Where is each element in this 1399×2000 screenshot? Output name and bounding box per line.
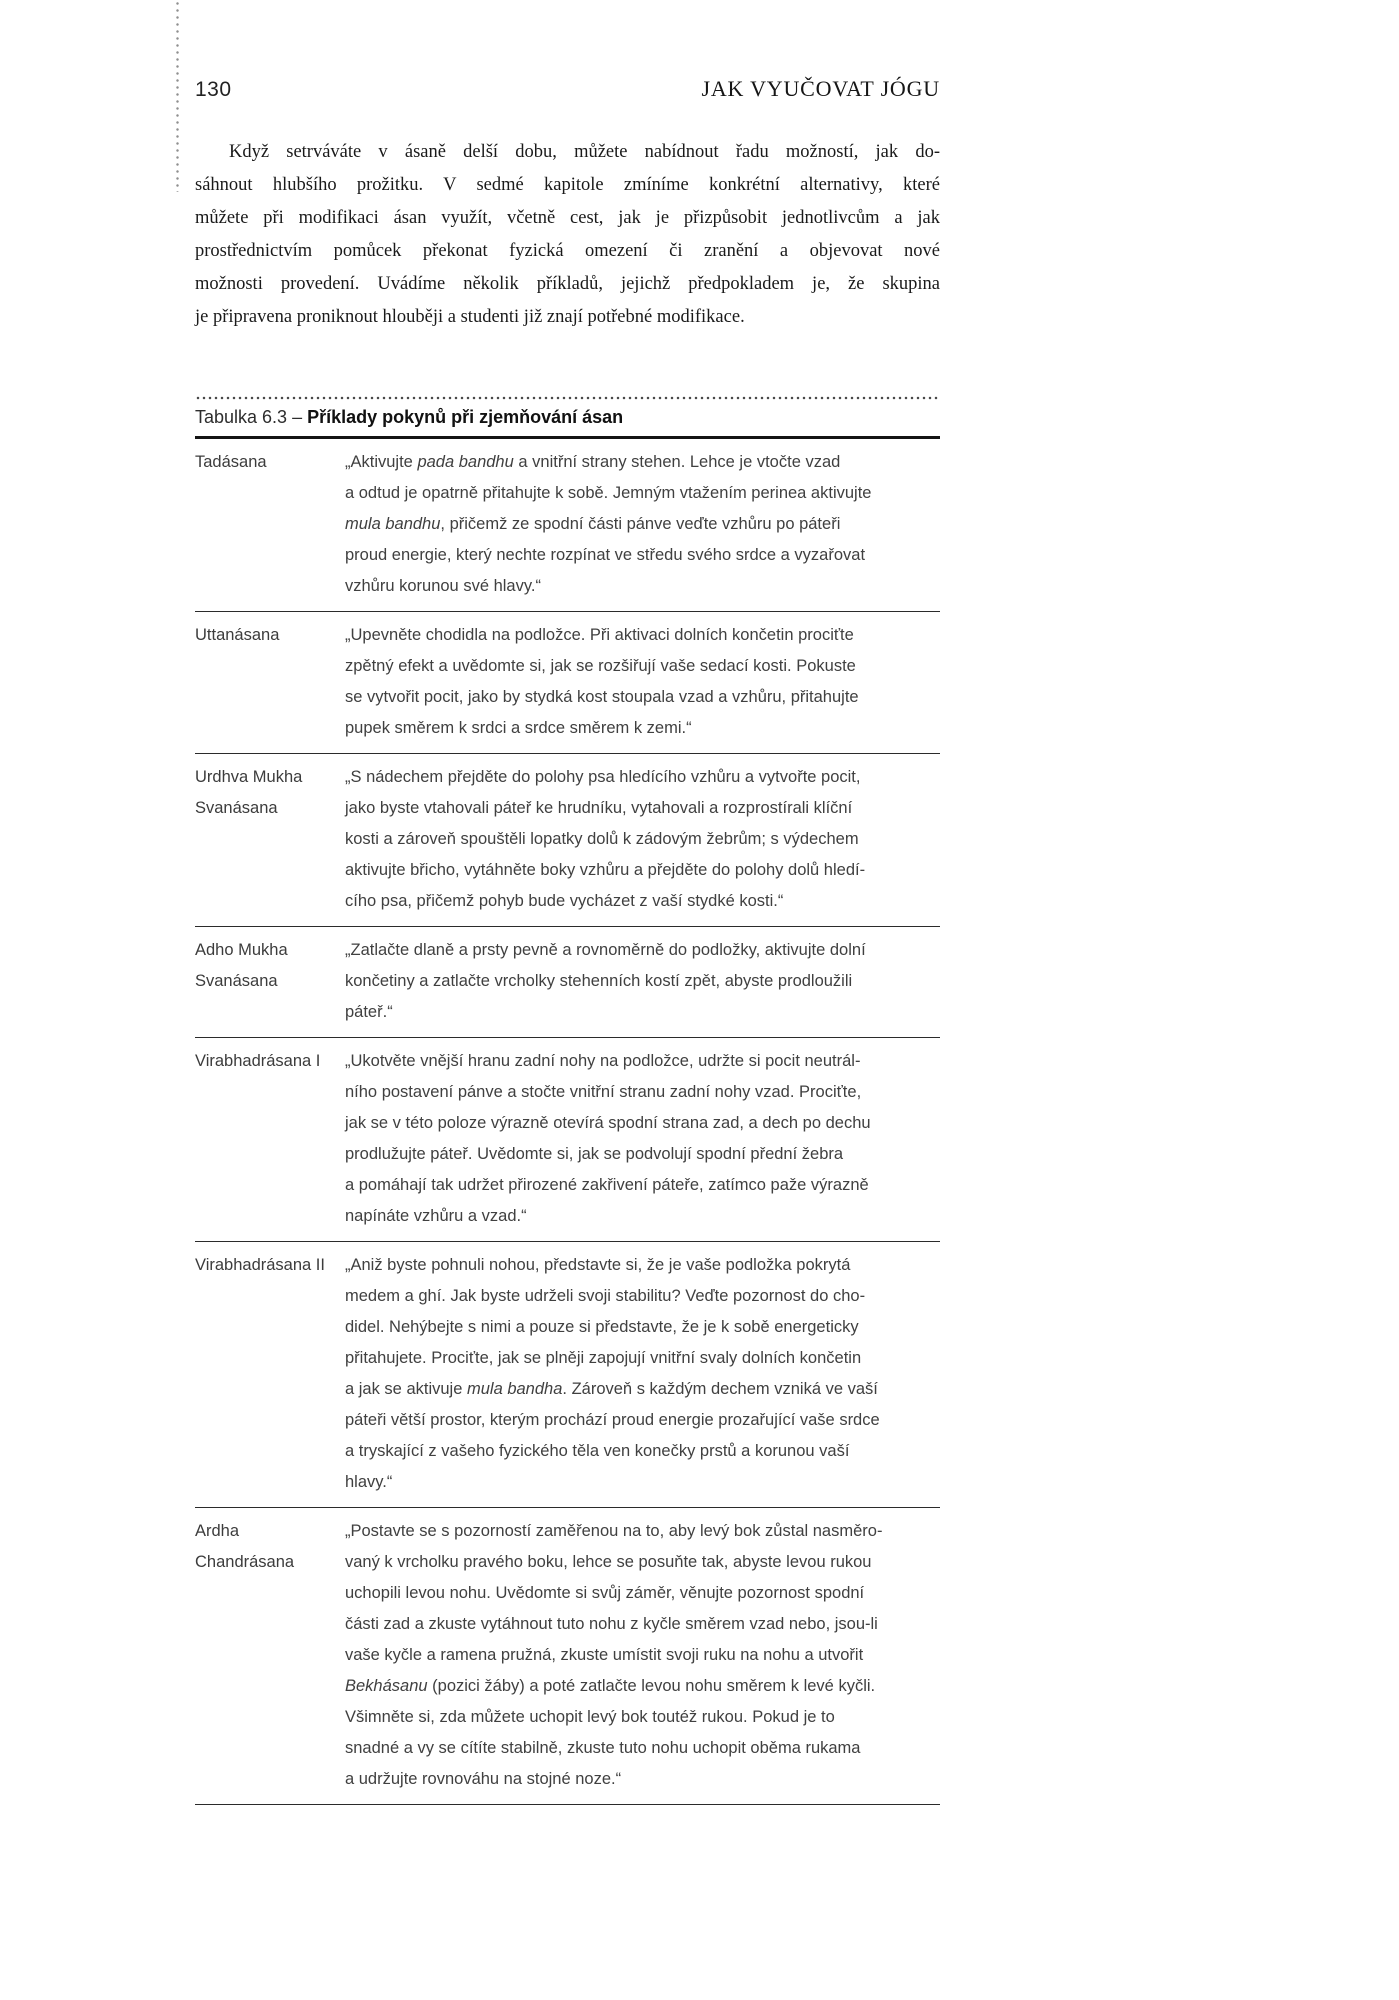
table-row: [195, 439, 940, 612]
paragraph-line: můžete při modifikaci ásan využít, včetně cest, jak je přizpůsobit jednotlivcům a jak: [195, 208, 940, 228]
caption-title: Příklady pokynů při zjemňování ásan: [307, 407, 624, 427]
pose-instruction: „Aktivujte pada bandhu a vnitřní strany stehen. Lehce je vtočte vzad a odtud je opatrně přitahujte k sobě. Jemným vtažením perinea aktivujte mula bandhu, přičemž ze spodní části pánve veďte vzhůru po páteři proud energie, který nechte rozpínat ve středu svého srdce a vyzařovat vzhůru korunou své hlavy.“: [345, 453, 872, 595]
paragraph-line: Když setrváváte v ásaně delší dobu, můžete nabídnout řadu možností, jak do-: [229, 142, 940, 162]
pose-instruction: „Aniž byste pohnuli nohou, představte si, že je vaše podložka pokrytá medem a ghí. Jak byste udrželi svoji stabilitu? Veďte pozornost do cho- didel. Nehýbejte s nimi a pouze si představte, že je k sobě energeticky přitahujete. Prociťte, jak se plněji zapojují vnitřní svaly dolních končetin a jak se aktivuje mula bandha. Zároveň s každým dechem vzniká ve vaší páteři větší prostor, kterým prochází proud energie prozařující vaše srdce a tryskající z vašeho fyzického těla ven konečky prstů a korunou vaší hlavy.“: [345, 1256, 880, 1491]
paragraph-line: možnosti provedení. Uvádíme několik příkladů, jejichž předpokladem je, že skupina: [195, 274, 940, 294]
pose-name: Virabhadrásana II: [195, 1256, 325, 1274]
page-number: 130: [195, 78, 232, 101]
pose-instruction: „Zatlačte dlaně a prsty pevně a rovnoměrně do podložky, aktivujte dolní končetiny a zatlačte vrcholky stehenních kostí zpět, abyste prodloužili páteř.“: [345, 941, 866, 1021]
intro-paragraph: [195, 136, 940, 334]
running-title: JAK VYUČOVAT JÓGU: [701, 76, 940, 101]
page-header: [195, 76, 940, 102]
page-content: [195, 0, 940, 1805]
paragraph-line: je připravena proniknout hlouběji a studenti již znají potřebné modifikace.: [195, 307, 745, 327]
pose-name: Virabhadrásana I: [195, 1052, 321, 1070]
caption-prefix: Tabulka 6.3 –: [195, 407, 308, 427]
margin-dotted-line: [176, 0, 179, 192]
pose-name: Adho Mukha Svanásana: [195, 941, 288, 990]
paragraph-line: prostřednictvím pomůcek překonat fyzická omezení či zranění a objevovat nové: [195, 241, 940, 261]
pose-instruction: „Ukotvěte vnější hranu zadní nohy na podložce, udržte si pocit neutrál- ního postavení pánve a stočte vnitřní stranu zadní nohy vzad. Prociťte, jak se v této poloze výrazně otevírá spodní strana zad, a dech po dechu prodlužujte páteř. Uvědomte si, jak se podvolují spodní přední žebra a pomáhají tak udržet přirozené zakřivení páteře, zatímco paže výrazně napínáte vzhůru a vzad.“: [345, 1052, 871, 1225]
table-row: [195, 927, 940, 1038]
dotted-divider: [195, 396, 940, 400]
pose-instruction: „Upevněte chodidla na podložce. Při aktivaci dolních končetin prociťte zpětný efekt a uvědomte si, jak se rozšiřují vaše sedací kosti. Pokuste se vytvořit pocit, jako by stydká kost stoupala vzad a vzhůru, přitahujte pupek směrem k srdci a srdce směrem k zemi.“: [345, 626, 859, 737]
table-row: [195, 1242, 940, 1508]
pose-name: Urdhva Mukha Svanásana: [195, 768, 303, 817]
pose-instruction: „S nádechem přejděte do polohy psa hledícího vzhůru a vytvořte pocit, jako byste vtahovali páteř ke hrudníku, vytahovali a rozprostírali klíční kosti a zároveň spouštěli lopatky dolů k zádovým žebrům; s výdechem aktivujte břicho, vytáhněte boky vzhůru a přejděte do polohy dolů hledí- cího psa, přičemž pohyb bude vycházet z vaší stydké kosti.“: [345, 768, 866, 910]
paragraph-line: sáhnout hlubšího prožitku. V sedmé kapitole zmíníme konkrétní alternativy, které: [195, 175, 940, 195]
pose-name: Ardha Chandrásana: [195, 1522, 295, 1571]
table-row: [195, 1508, 940, 1805]
pose-name: Uttanásana: [195, 626, 280, 644]
pose-name: Tadásana: [195, 453, 267, 471]
table-caption: [195, 407, 940, 439]
table-row: [195, 1038, 940, 1242]
table-row: [195, 612, 940, 754]
table-row: [195, 754, 940, 927]
pose-instruction: „Postavte se s pozorností zaměřenou na to, aby levý bok zůstal nasměro- vaný k vrcholku pravého boku, lehce se posuňte tak, abyste levou rukou uchopili levou nohu. Uvědomte si svůj záměr, věnujte pozornost spodní části zad a zkuste vytáhnout tuto nohu z kyčle směrem vzad nebo, jsou-li vaše kyčle a ramena pružná, zkuste umístit svoji ruku na nohu a utvořit Bekhásanu (pozici žáby) a poté zatlačte levou nohu směrem k levé kyčli. Všimněte si, zda můžete uchopit levý bok toutéž rukou. Pokud je to snadné a vy se cítíte stabilně, zkuste tuto nohu uchopit oběma rukama a udržujte rovnováhu na stojné noze.“: [345, 1522, 883, 1788]
asana-table: [195, 439, 940, 1805]
